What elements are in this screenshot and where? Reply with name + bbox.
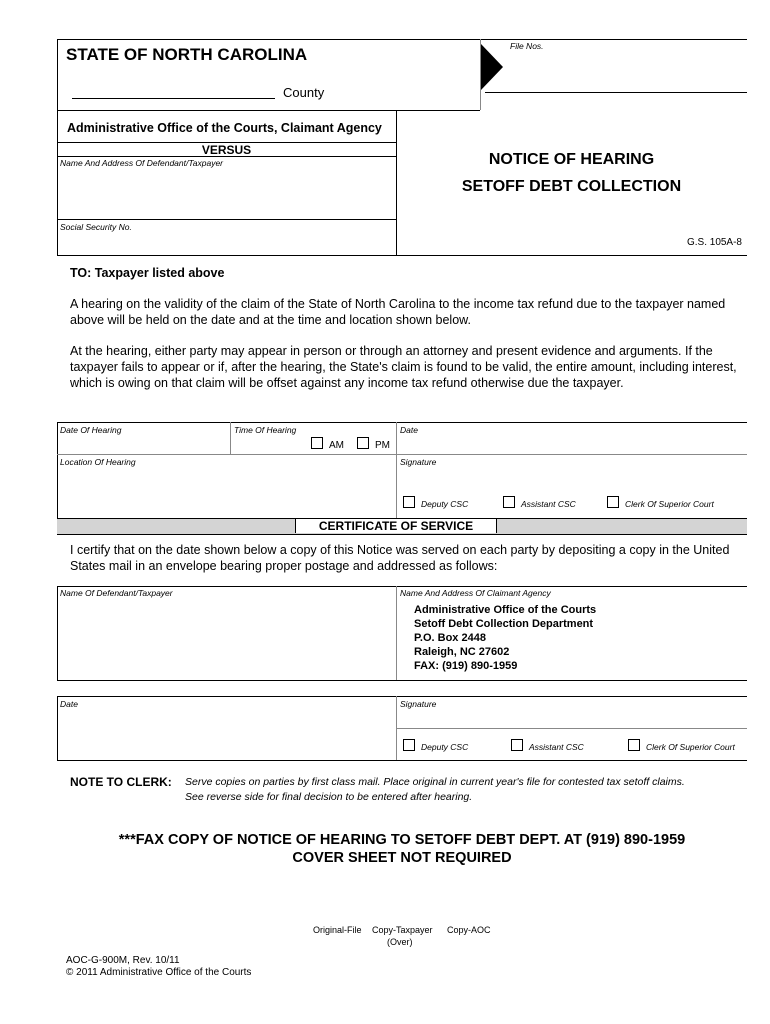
- top-rule: [57, 39, 747, 40]
- date-of-hearing-field[interactable]: [58, 436, 228, 452]
- hearing-date-label: Date: [400, 425, 418, 435]
- footer-over: (Over): [387, 937, 413, 947]
- clerk-superior-court-label: Clerk Of Superior Court: [625, 499, 714, 509]
- clerk-superior-court-option[interactable]: [607, 496, 714, 509]
- service-clerk-checkbox[interactable]: [628, 739, 640, 751]
- hearing-mid-divider: [396, 422, 397, 518]
- fax-notice-line1: ***FAX COPY OF NOTICE OF HEARING TO SETOFF DEBT DEPT. AT (919) 890-1959: [118, 832, 686, 848]
- hearing-col-divider: [230, 422, 231, 454]
- signature-label: Signature: [400, 457, 437, 467]
- date-of-hearing-label: Date Of Hearing: [60, 425, 122, 435]
- file-nos-field[interactable]: [485, 92, 747, 93]
- header-bottom-rule: [57, 110, 480, 111]
- header-left-border: [57, 39, 58, 110]
- note-to-clerk-label: NOTE TO CLERK:: [70, 775, 172, 789]
- deputy-csc-label: Deputy CSC: [421, 499, 469, 509]
- service-signature-label: Signature: [400, 699, 437, 709]
- service-bottom-rule: [57, 680, 747, 681]
- certificate-line: States mail in an envelope bearing proper postage and addressed as follows:: [70, 559, 498, 573]
- service-defendant-field[interactable]: [58, 600, 394, 678]
- signature-top-rule: [57, 696, 747, 697]
- notice-paragraph-1: [70, 296, 750, 328]
- am-checkbox[interactable]: [311, 437, 323, 449]
- time-of-hearing-field[interactable]: [234, 436, 304, 452]
- service-date-label: Date: [60, 699, 78, 709]
- service-clerk-option[interactable]: [628, 739, 735, 752]
- pm-label: PM: [375, 440, 390, 451]
- certificate-text: [70, 542, 750, 574]
- notice-para2-line: taxpayer fails to appear or if, after the hearing, the State's claim is found to be valid, the entire amount, including interest,: [70, 360, 737, 374]
- assistant-csc-option[interactable]: [503, 496, 576, 509]
- county-blank-line[interactable]: [72, 98, 275, 99]
- service-clerk-label: Clerk Of Superior Court: [646, 742, 735, 752]
- notice-paragraph-2: [70, 343, 750, 391]
- county-label: County: [283, 85, 325, 100]
- clerk-superior-court-checkbox[interactable]: [607, 496, 619, 508]
- location-of-hearing-field[interactable]: [58, 468, 394, 516]
- service-deputy-csc-label: Deputy CSC: [421, 742, 469, 752]
- service-signature-field[interactable]: [398, 710, 746, 726]
- notice-subtitle: SETOFF DEBT COLLECTION: [461, 178, 682, 195]
- service-deputy-csc-checkbox[interactable]: [403, 739, 415, 751]
- service-assistant-csc-label: Assistant CSC: [529, 742, 584, 752]
- signature-bottom-rule: [57, 760, 747, 761]
- claimant-agency: Administrative Office of the Courts, Claimant Agency: [67, 121, 382, 135]
- state-title: STATE OF NORTH CAROLINA: [66, 45, 308, 64]
- footer-copy-taxpayer: Copy-Taxpayer: [372, 925, 433, 935]
- notice-para2-line: At the hearing, either party may appear in person or through an attorney and present evidence and arguments. If the: [70, 344, 713, 358]
- statute-reference: G.S. 105A-8: [686, 237, 742, 248]
- footer-copy-aoc: Copy-AOC: [447, 925, 491, 935]
- certificate-title: CERTIFICATE OF SERVICE: [295, 519, 497, 533]
- notice-to: TO: Taxpayer listed above: [70, 266, 225, 280]
- notice-para1-line: above will be held on the date and at the time and location shown below.: [70, 313, 471, 327]
- versus-rule: [57, 156, 396, 157]
- service-deputy-csc-option[interactable]: [403, 739, 468, 752]
- versus-label: VERSUS: [201, 143, 252, 157]
- assistant-csc-label: Assistant CSC: [521, 499, 576, 509]
- am-label: AM: [329, 440, 344, 451]
- address-line: P.O. Box 2448: [414, 632, 486, 644]
- address-line: Setoff Debt Collection Department: [414, 618, 594, 630]
- service-assistant-csc-option[interactable]: [511, 739, 584, 752]
- hearing-row-rule: [57, 454, 747, 455]
- notice-para2-line: which is owing on that claim will be offset against any income tax refund otherwise due the taxpayer.: [70, 376, 624, 390]
- arrow-right-icon: [481, 44, 505, 90]
- service-claimant-label: Name And Address Of Claimant Agency: [400, 588, 551, 598]
- note-line: See reverse side for final decision to be entered after hearing.: [185, 791, 473, 803]
- service-assistant-csc-checkbox[interactable]: [511, 739, 523, 751]
- ssn-field[interactable]: [58, 233, 394, 253]
- signature-field[interactable]: [398, 468, 746, 492]
- service-date-field[interactable]: [58, 710, 394, 758]
- footer-original: Original-File: [313, 925, 362, 935]
- am-option[interactable]: [311, 437, 344, 451]
- copyright: © 2011 Administrative Office of the Courts: [66, 967, 252, 978]
- note-to-clerk-text: [185, 775, 685, 805]
- claimant-address: [414, 603, 596, 673]
- address-line: Administrative Office of the Courts: [414, 604, 597, 616]
- pm-option[interactable]: [357, 437, 390, 451]
- ssn-rule: [57, 219, 396, 220]
- form-id: AOC-G-900M, Rev. 10/11: [66, 955, 180, 966]
- assistant-csc-checkbox[interactable]: [503, 496, 515, 508]
- fax-notice-line2: COVER SHEET NOT REQUIRED: [292, 850, 512, 866]
- signature-row-rule: [396, 728, 747, 729]
- certificate-line: I certify that on the date shown below a copy of this Notice was served on each party by depositing a copy in the United: [70, 543, 730, 557]
- deputy-csc-checkbox[interactable]: [403, 496, 415, 508]
- address-line: FAX: (919) 890-1959: [414, 660, 518, 672]
- file-nos-label: File Nos.: [510, 41, 544, 51]
- deputy-csc-option[interactable]: [403, 496, 468, 509]
- pm-checkbox[interactable]: [357, 437, 369, 449]
- defendant-name-label: Name And Address Of Defendant/Taxpayer: [60, 158, 224, 168]
- note-line: Serve copies on parties by first class mail. Place original in current year's file for contested tax setoff claims.: [185, 776, 685, 788]
- hearing-top-rule: [57, 422, 747, 423]
- time-of-hearing-label: Time Of Hearing: [234, 425, 297, 435]
- service-defendant-label: Name Of Defendant/Taxpayer: [60, 588, 173, 598]
- service-top-rule: [57, 586, 747, 587]
- certificate-bar-bottom: [57, 534, 747, 535]
- service-mid-divider: [396, 586, 397, 680]
- address-line: Raleigh, NC 27602: [414, 646, 510, 658]
- ssn-label: Social Security No.: [60, 222, 132, 232]
- notice-para1-line: A hearing on the validity of the claim of the State of North Carolina to the income tax refund due to the taxpayer named: [70, 297, 726, 311]
- hearing-date-field[interactable]: [398, 436, 746, 452]
- location-of-hearing-label: Location Of Hearing: [60, 457, 136, 467]
- notice-title: NOTICE OF HEARING: [488, 151, 655, 168]
- claimant-bottom-rule: [57, 255, 747, 256]
- defendant-name-field[interactable]: [58, 169, 394, 217]
